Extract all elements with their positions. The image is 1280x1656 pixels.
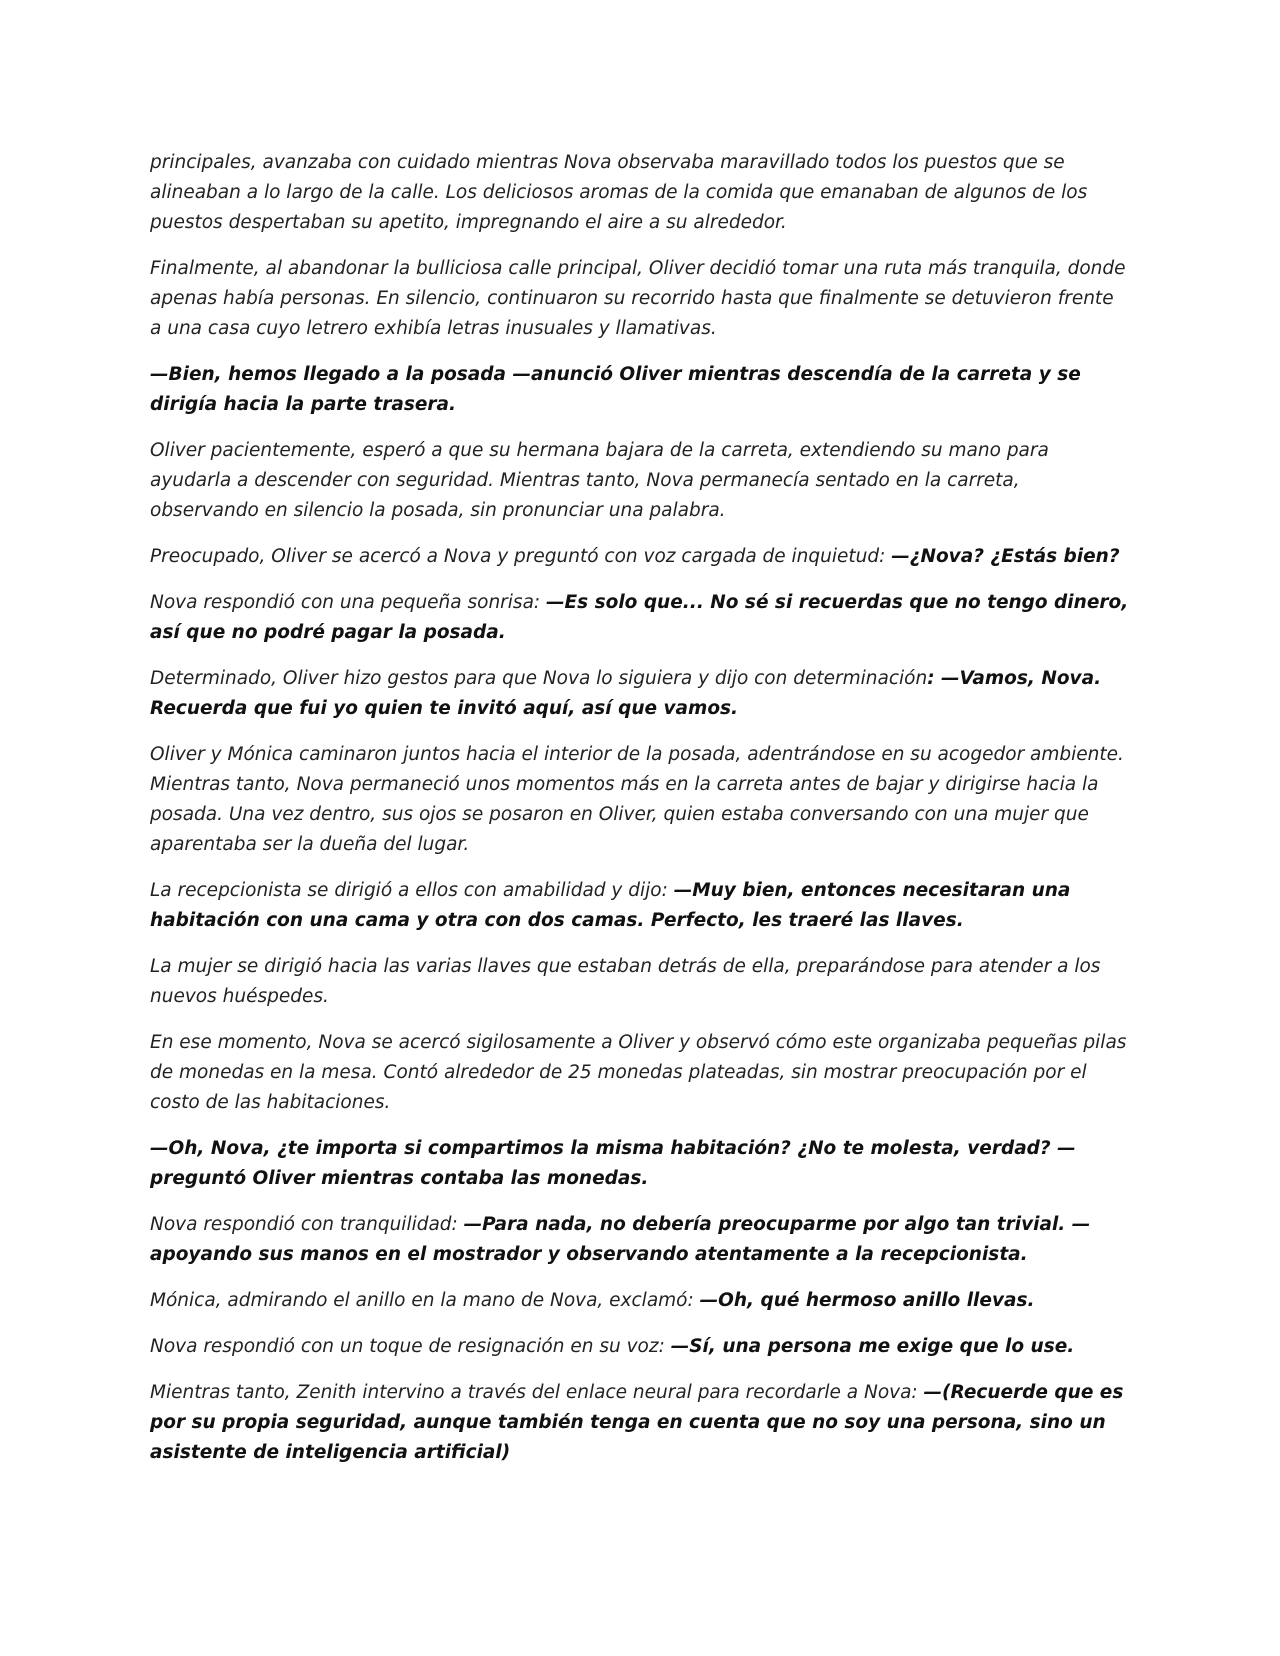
paragraph-10 xyxy=(150,952,1130,1012)
paragraph-dialogue: —Para nada, no debería preocuparme por algo tan trivial. — apoyando sus manos en el mostrador y observando atentamente a la recepcionista. xyxy=(150,1214,1091,1265)
paragraph-text: Mónica, admirando el anillo en la mano de Nova, exclamó: xyxy=(150,1290,700,1311)
paragraph-7 xyxy=(150,664,1130,724)
paragraph-16 xyxy=(150,1378,1130,1468)
paragraph-5 xyxy=(150,542,1130,572)
paragraph-11 xyxy=(150,1028,1130,1118)
paragraph-dialogue: —(Recuerde que es por su propia seguridad, aunque también tenga en cuenta que no soy una persona, sino un asistente de inteligencia artificial) xyxy=(150,1382,1124,1463)
paragraph-15 xyxy=(150,1332,1130,1362)
paragraph-text: Nova respondió con tranquilidad: xyxy=(150,1214,464,1235)
paragraph-3 xyxy=(150,360,1130,420)
paragraph-8 xyxy=(150,740,1130,860)
paragraph-text: Nova respondió con un toque de resignación en su voz: xyxy=(150,1336,671,1357)
paragraph-text: Mientras tanto, Zenith intervino a través del enlace neural para recordarle a Nova: xyxy=(150,1382,924,1403)
paragraph-text: Finalmente, al abandonar la bulliciosa calle principal, Oliver decidió tomar una ruta más tranquila, donde apenas había personas. En silencio, continuaron su recorrido hasta que finalmente se detuvieron frente a una casa cuyo letrero exhibía letras inusuales y llamativas. xyxy=(150,258,1126,339)
paragraph-text: La recepcionista se dirigió a ellos con amabilidad y dijo: xyxy=(150,880,674,901)
paragraph-text: Oliver pacientemente, esperó a que su hermana bajara de la carreta, extendiendo su mano para ayudarla a descender con seguridad. Mientras tanto, Nova permanecía sentado en la carreta, observando en silencio la posada, sin pronunciar una palabra. xyxy=(150,440,1049,521)
paragraph-text: Preocupado, Oliver se acercó a Nova y preguntó con voz cargada de inquietud: xyxy=(150,546,892,567)
paragraph-text: principales, avanzaba con cuidado mientras Nova observaba maravillado todos los puestos que se alineaban a lo largo de la calle. Los deliciosos aromas de la comida que emanaban de algunos de los puestos despertaban su apetito, impregnando el aire a su alrededor. xyxy=(150,152,1088,233)
paragraph-text: La mujer se dirigió hacia las varias llaves que estaban detrás de ella, preparándose para atender a los nuevos huéspedes. xyxy=(150,956,1101,1007)
paragraph-dialogue: —Bien, hemos llegado a la posada —anunció Oliver mientras descendía de la carreta y se dirigía hacia la parte trasera. xyxy=(150,364,1081,415)
paragraph-14 xyxy=(150,1286,1130,1316)
paragraph-1 xyxy=(150,148,1130,238)
paragraph-13 xyxy=(150,1210,1130,1270)
paragraph-text: Nova respondió con una pequeña sonrisa: xyxy=(150,592,547,613)
paragraph-4 xyxy=(150,436,1130,526)
paragraph-2 xyxy=(150,254,1130,344)
paragraph-text: Determinado, Oliver hizo gestos para que Nova lo siguiera y dijo con determinación xyxy=(150,668,928,689)
paragraph-9 xyxy=(150,876,1130,936)
paragraph-dialogue: : —Vamos, Nova. Recuerda que fui yo quien te invitó aquí, así que vamos. xyxy=(150,668,1102,719)
paragraph-6 xyxy=(150,588,1130,648)
paragraph-text: En ese momento, Nova se acercó sigilosamente a Oliver y observó cómo este organizaba pequeñas pilas de monedas en la mesa. Contó alrededor de 25 monedas plateadas, sin mostrar preocupación por el costo de las habitaciones. xyxy=(150,1032,1127,1113)
paragraph-dialogue: —Es solo que... No sé si recuerdas que no tengo dinero, así que no podré pagar la posada. xyxy=(150,592,1129,643)
paragraph-12 xyxy=(150,1134,1130,1194)
paragraph-dialogue: —Oh, Nova, ¿te importa si compartimos la misma habitación? ¿No te molesta, verdad? —preguntó Oliver mientras contaba las monedas. xyxy=(150,1138,1076,1189)
document-page xyxy=(150,148,1130,1484)
paragraph-dialogue: —Sí, una persona me exige que lo use. xyxy=(670,1336,1075,1357)
paragraph-dialogue: —Muy bien, entonces necesitaran una habitación con una cama y otra con dos camas. Perfecto, les traeré las llaves. xyxy=(150,880,1071,931)
paragraph-dialogue: —Oh, qué hermoso anillo llevas. xyxy=(699,1290,1035,1311)
paragraph-text: Oliver y Mónica caminaron juntos hacia el interior de la posada, adentrándose en su acogedor ambiente. Mientras tanto, Nova permaneció unos momentos más en la carreta antes de bajar y dirigirse hacia la posada. Una vez dentro, sus ojos se posaron en Oliver, quien estaba conversando con una mujer que aparentaba ser la dueña del lugar. xyxy=(150,744,1124,855)
paragraph-dialogue: —¿Nova? ¿Estás bien? xyxy=(891,546,1120,567)
